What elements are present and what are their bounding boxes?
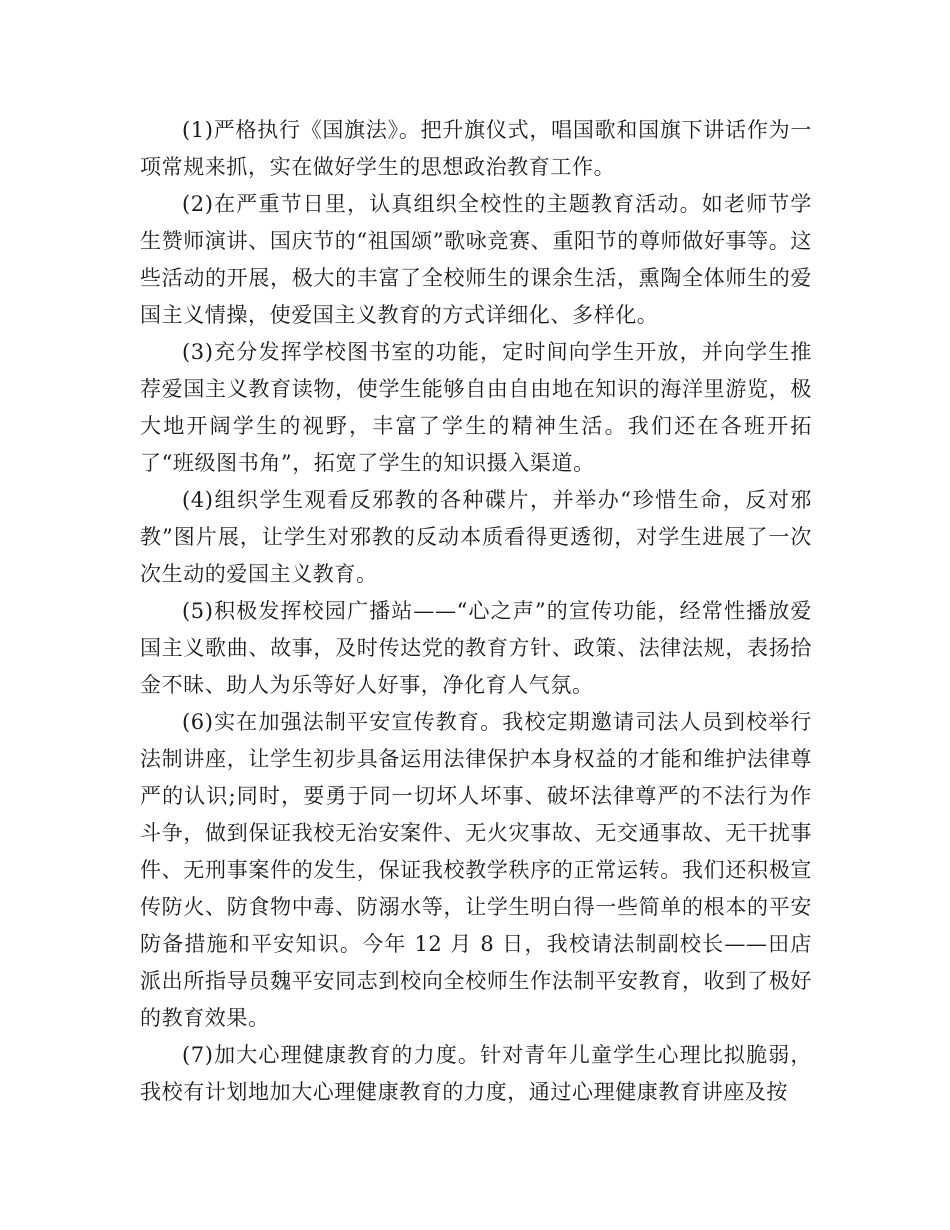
paragraph-1: (1)严格执行《国旗法》。把升旗仪式，唱国歌和国旗下讲话作为一项常规来抓，实在做好学生的思想政治教育工作。 (140, 118, 812, 179)
paragraph-7: (7)加大心理健康教育的力度。针对青年儿童学生心理比拟脆弱，我校有计划地加大心理健康教育的力度，通过心理健康教育讲座及按 (140, 1043, 812, 1104)
paragraph-2: (2)在严重节日里，认真组织全校性的主题教育活动。如老师节学生赞师演讲、国庆节的“祖国颂”歌咏竞赛、重阳节的尊师做好事等。这些活动的开展，极大的丰富了全校师生的课余生活，熏陶全体师生的爱国主义情操，使爱国主义教育的方式详细化、多样化。 (140, 192, 812, 327)
paragraph-4: (4)组织学生观看反邪教的各种碟片，并举办“珍惜生命，反对邪教”图片展，让学生对邪教的反动本质看得更透彻，对学生进展了一次次生动的爱国主义教育。 (140, 488, 812, 586)
paragraph-5: (5)积极发挥校园广播站——“心之声”的宣传功能，经常性播放爱国主义歌曲、故事，及时传达党的教育方针、政策、法律法规，表扬拾金不昧、助人为乐等好人好事，净化育人气氛。 (140, 599, 812, 697)
paragraph-6: (6)实在加强法制平安宣传教育。我校定期邀请司法人员到校举行法制讲座，让学生初步具备运用法律保护本身权益的才能和维护法律尊严的认识;同时，要勇于同一切坏人坏事、破坏法律尊严的不法行为作斗争，做到保证我校无治安案件、无火灾事故、无交通事故、无干扰事件、无刑事案件的发生，保证我校教学秩序的正常运转。我们还积极宣传防火、防食物中毒、防溺水等，让学生明白得一些简单的根本的平安防备措施和平安知识。今年 12 月 8 日，我校请法制副校长——田店派出所指导员魏平安同志到校向全校师生作法制平安教育，收到了极好的教育效果。 (140, 710, 812, 1030)
document-body (140, 112, 812, 1111)
paragraph-3: (3)充分发挥学校图书室的功能，定时间向学生开放，并向学生推荐爱国主义教育读物，使学生能够自由自由地在知识的海洋里游览，极大地开阔学生的视野，丰富了学生的精神生活。我们还在各班开拓了“班级图书角”，拓宽了学生的知识摄入渠道。 (140, 340, 812, 475)
